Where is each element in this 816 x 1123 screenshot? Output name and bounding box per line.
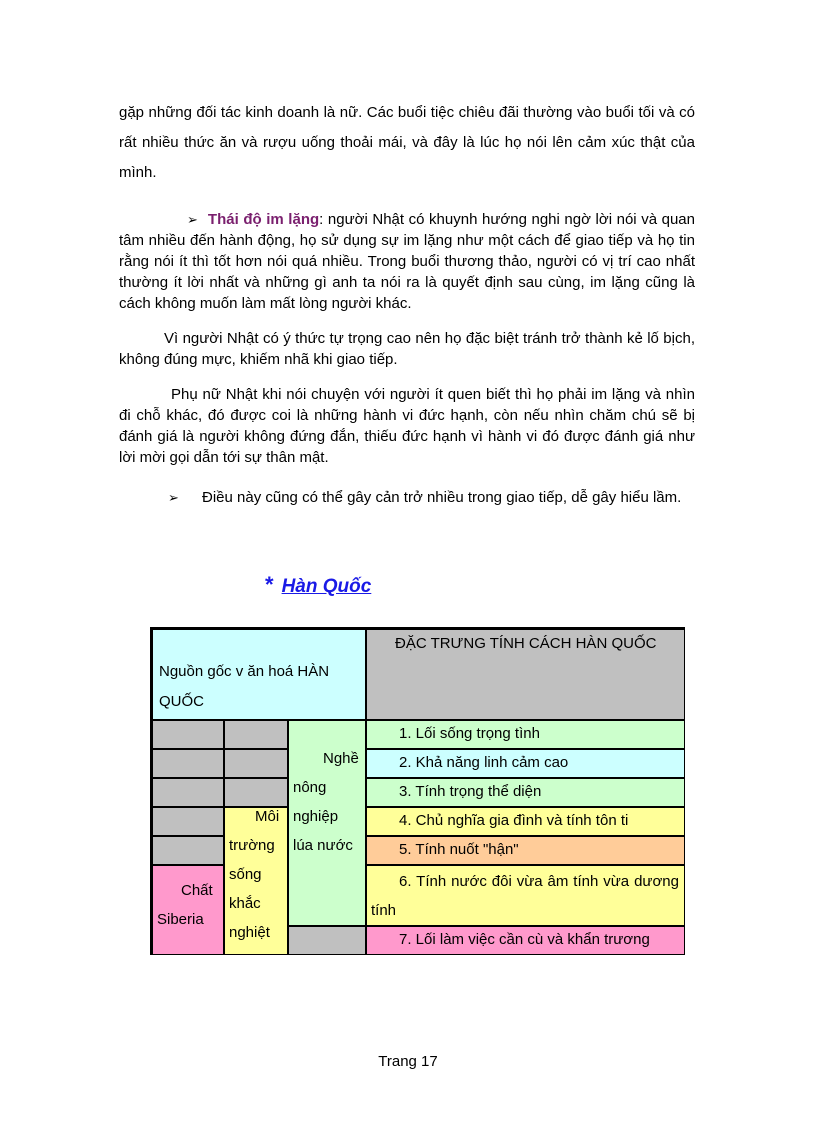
trait-row [366, 720, 685, 749]
korea-culture-table [150, 627, 685, 955]
trait-text: 3. Tính trọng thể diện [399, 783, 542, 800]
conclusion-text: Điều này cũng có thể gây cản trở nhiều trong giao tiếp, dễ gây hiểu lầm. [202, 489, 682, 506]
empty-cell [152, 836, 224, 865]
origin-environment-text: Môi trường sống khắc nghiệt [229, 808, 280, 941]
arrow-bullet-icon: ➢ [187, 212, 198, 227]
silence-body: : người Nhật có khuynh hướng nghi ngờ lời nói và quan tâm nhiều đến hành động, họ sử dụng sự im lặng như một cách để giao tiếp và họ tin rằng nói ít thì tốt hơn nói quá nhiều. Trong buổi thương thảo, người có vị trí cao nhất thường ít lời nhất và những gì anh ta nói ra là quyết định sau cùng, im lặng cũng là cách không muốn làm mất lòng người khác. [119, 211, 695, 312]
origin-siberia-text: Chất Siberia [157, 882, 213, 928]
origin-agriculture-text: Nghề nông nghiệp lúa nước [293, 750, 359, 854]
star-icon: * [265, 572, 274, 597]
origin-siberia-cell [152, 865, 224, 955]
silence-heading: Thái độ im lặng [207, 211, 320, 228]
trait-row [366, 865, 685, 926]
empty-cell [224, 720, 288, 749]
trait-row [366, 749, 685, 778]
page-number: Trang 17 [378, 1053, 438, 1070]
trait-text: 2. Khả năng linh cảm cao [399, 754, 569, 771]
header-origin-cell [152, 629, 366, 720]
paragraph-women [119, 384, 695, 468]
trait-text: 5. Tính nuốt "hận" [399, 841, 519, 858]
paragraph-silence [119, 209, 695, 314]
origin-environment-cell [224, 807, 288, 955]
header-traits-text: ĐẶC TRƯNG TÍNH CÁCH HÀN QUỐC [395, 635, 657, 652]
empty-cell [152, 720, 224, 749]
trait-text: 1. Lối sống trọng tình [399, 725, 540, 742]
empty-cell [152, 807, 224, 836]
empty-cell [152, 749, 224, 778]
trait-row [366, 778, 685, 807]
paragraph-conclusion: ➢ Điều này cũng có thể gây cản trở nhiều trong giao tiếp, dễ gây hiểu lầm. [168, 489, 682, 506]
origin-agriculture-cell [288, 720, 366, 926]
trait-row [366, 836, 685, 865]
section-title: Hàn Quốc [281, 576, 372, 597]
empty-cell [288, 926, 366, 955]
header-traits-cell [366, 629, 685, 720]
trait-row [366, 926, 685, 955]
women-text: Phụ nữ Nhật khi nói chuyện với người ít quen biết thì họ phải im lặng và nhìn đi chỗ khác, đó được coi là những hành vi đức hạnh, còn nếu nhìn chăm chú sẽ bị đánh giá là người không đứng đắn, thiếu đức hạnh vì hành vi đó được đánh giá như lời mời gọi dẫn tới sự thân mật. [119, 386, 695, 466]
empty-cell [152, 778, 224, 807]
trait-text: 4. Chủ nghĩa gia đình và tính tôn ti [399, 812, 629, 829]
empty-cell [224, 749, 288, 778]
header-origin-text: Nguồn gốc v ăn hoá HÀN QUỐC [159, 663, 330, 710]
self-respect-text: Vì người Nhật có ý thức tự trọng cao nên họ đặc biệt tránh trở thành kẻ lố bịch, không đúng mực, khiếm nhã khi giao tiếp. [119, 330, 695, 368]
section-heading [265, 572, 371, 598]
trait-text: 7. Lối làm việc cần cù và khẩn trương [399, 931, 650, 948]
paragraph-self-respect [119, 328, 695, 370]
paragraph-business-parties: gặp những đối tác kinh doanh là nữ. Các buổi tiệc chiêu đãi thường vào buổi tối và có rất nhiều thức ăn và rượu uống thoải mái, và đây là lúc họ nói lên cảm xúc thật của mình. [119, 104, 695, 181]
trait-row [366, 807, 685, 836]
empty-cell [224, 778, 288, 807]
trait-text: 6. Tính nước đôi vừa âm tính vừa dương tính [371, 873, 679, 919]
